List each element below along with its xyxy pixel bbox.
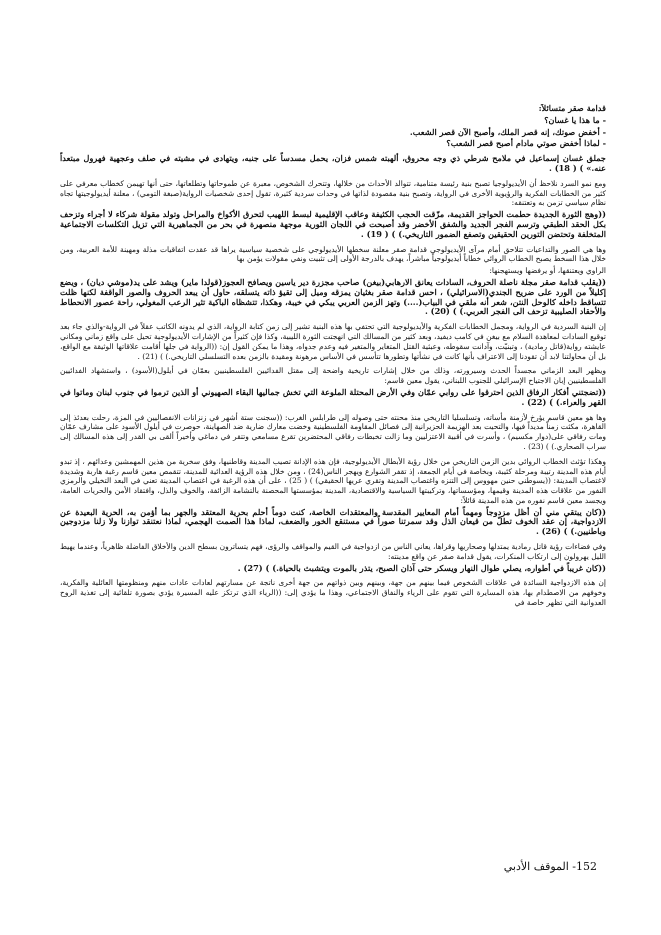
quote-paragraph: - أخفض صوتك، إنه قصر الملك، وأصبح الآن قصر الشعب.: [409, 126, 606, 137]
quote-paragraph: ((يقلب قدامة صقر مجلة ناصلة الحروف، السادات يعانق الارهابي(بيغن) صاحب مجزرة دير ياسين ويصافح العجوز(قولدا ماير) ويشد على يد(موشي ديان) ، ويضع إكليلاً من الورد على ضريح الجندي(الاسرائيلي) ، احس قدامة صقر بغثيان يمزقه وميل إلى تقيؤ ذاته يتسلقه، حاول أن يبعد الحروف والصور الواقفة لكنها ظلت تتساقط داخله كالوحل النتن، شعر أنه ملقي في البياب(....) وتهز الزمن العربي يبكي في خيبة، وهكذا، تتشظاه الباكية تثير الرعب المغولي، راحة عصور الانحطاط والأحقاد الصليبية تزحف الى الفجر العربي.) ) (20) .: [60, 276, 606, 317]
quote-paragraph: ((وهج الثورة الجديدة حطمت الحواجز القديمة، مزّقت الحجب الكثيفة وعاقب الإقليمية لبسط اللهيب لتحرق الأكواخ والمراحل وتولد مقولة شركاء لا أجراء وتزحف بكل الحقد الطبقي وترسم الفجر الجديد والشفق الأخضر وقد أصبحت في اللجان الثورية موجهة منصهرة في بحر من الجماهيرية التي تزيل التكلسات الاجتماعية المتخلفة وتحتضن التورين الحقيقين وتصفع الضمور التاريخي.) ) ( 19) .: [60, 209, 606, 239]
body-paragraph: ويظهر البعد الزماني مجسداً الحدث وسيرورته، وذلك من خلال إشارات تاريخية واضحة إلى مقتل الفدائيين الفلسطينيين بعمّان في أيلول(الأسود) ، واستشهاد الفدائيين الفلسطينيين إبان الاجتياح الإسرائيلي للجنوب اللبناني، يقول معين قاسم:: [60, 366, 606, 386]
quote-paragraph: - لماذا أخفض صوتي مادام أصبح قصر الشعب؟: [446, 138, 606, 149]
body-paragraph: ومع نمو السرد نلاحظ أن الأيديولوجيا تصبح بنية رئيسة متنامية، تتوالد الأحداث من خلالها، وتتحرك الشخوص، معبرة عن طموحاتها وتطلعاتها، حتى أنها تهيمن كخطاب معرفي على كثير من الخطابات الفكرية والرؤيوية الأخرى في الرواية، وتصبح بنية مقصودة لذاتها في وحدات سردية كثيرة، تقول إحدى شخصيات الرواية(صبغة التومي) ، معلنة أيديولوجيتها تجاه نظام سياسي تزمن به وتعتنقه:: [60, 178, 606, 208]
quote-paragraph: ((كان غريباً في أطواره، يصلي طوال النهار ويسكر حتى آذان الصبح، يتذر بالموت ويتشبث بالحياة.) ) (27) .: [237, 562, 606, 573]
body-text: [60, 104, 606, 852]
quote-paragraph: ((تضجتني أفكار الرفاق الذين احترقوا على روابي عمّان وفي الأرض المحتلة الملوعة التي تخش جماليها البقاء الصهيوني أو الذين ترموا في جنوب لبنان وماتوا في القهر والعراء.) ) (22) .: [60, 386, 606, 407]
body-paragraph: وفي فضاءات رؤية قاتل رمادية يمتدلها وصحاريها وقراها، يعاني الناس من ازدواجية في القيم والمواقف والرؤى، فهم يتساترون بسطح الدين والأخلاق الفاضلة ظاهرياً، وعندما يهيط الليل يهرولون إلى ارتكاب المنكرات، يقول قدامة صقر عن واقع مدينته:: [60, 542, 606, 561]
quote-paragraph: ((كان يبتقي مني أن أظل مزدوجاً ومهماً أمام المعايير المقدسة والمعتقدات الخاصة، كنت دوماً أحلم بحرية المعتقد والجهر بما أؤمن به، الحرية البعيدة عن الازدواجية، إن عقد الخوف تطلّ من قيعان الذل وقد سمرتنا صوراً في مستنقع الخور والضعف، لماذا هذا الصمت الهجمي، لماذا نعتنقد توازنا ولا زلنا مزدوجين وباطنيين.) ) (26) .: [60, 506, 606, 537]
quote-paragraph: جملق غسان إسماعيل في ملامح شرطي ذي وجه محروق، ألهبته شمس فزان، يحمل مسدساً على جنبه، ويتهادى في مشيته في صلف وعجهية فهرول مبتعداً عنه.» ) ( 18) .: [60, 153, 606, 173]
page-footer: 152- الموقف الأدبي: [503, 860, 597, 873]
quote-paragraph: قدامة صقر متسائلاً:: [538, 104, 606, 113]
body-paragraph: وهكذا تؤثث الخطاب الروائي بدين الزمن التاريخي من خلال رؤية الأبطال الأيديولوجية، فإن هذه الإدانة تصيب المدينة وقاطنيها، وفق سخرية من هذين المهمشين وعدائهم ، إذ تبدو أيام هذه المدينة رتيبة ومرحلة كئيبة، وبخاصة في أيام الجمعة، إذ تقفر الشوارع ويهجر الناس(24) ، ومن خلال هذه الرؤية العدائية للمدينة، تتقمص معين قاسم رغبة هاربة وشديدة لاغتصاب المدينة: ((يسوطني حنين مهووس إلى التنزه واغتصاب المدينة وتقري عريها الحقيقي) ) ( 25) ، على أن هذه الرغبة في اغتصاب المدينة تعني في البعد التخيلي والرمزي النفور من علاقات هذه المدينة وقيمها، ومؤسساتها، وتركيبتها السياسية والاقتصادية، المدينة بمؤسستها المحصنة بالتشامة الزائفة، والخوف والذل، وافتقاد الأمن والحريات العامة، ويجسد معين قاسم نفوره من هذه المدينة قائلاً:: [60, 456, 606, 505]
body-paragraph: وها هي الصور والتداعيات تتلاحق أمام مرآى الأيديولوجي قدامة صقر معلنة سخطها الأيديولوجي على شخصية سياسية يراها قد عقدت اتفاقيات مذلة ومهينة للأمة العربية، ومن خلال هذا السخط يصبح الخطاب الروائي خطاباً أيديولوجياً مباشراً، يهدف بالدرجة الأولى إلى تثبيت ونفي مقولات يؤمن بها: [60, 244, 606, 264]
quote-paragraph: - ما هذا يا غسان؟: [544, 114, 606, 125]
body-paragraph: وها هو معين قاسم يؤرخ لأزمنة مأساته، وتسلسليا التاريخي منذ محنته حتى وصوله إلى طرابلس الغرب: ((سجنت ستة أشهر في زنزانات الانفصاليين في المزة، رحلت بعدئذ إلى القاهرة، مكثت زمناً مديداً فيها، والتحيت بعد الهزيمة الحزيرانية إلى فصائل المقاومة الفلسطينية وخضت معارك ضارية ضد الصهاينة، حوصرت في أيلول الأسود على مشارف عمّان ومات رفاقي على(دوار مكسيم) ، وأسرت في أقبية الاعتزليين وما زالت تخبطات رفاقي المحتضرين تقرع مسامعي وتتقر في دماغي وأخيراً ألقى بي القدر إلى هذه المسالك إلى سراب الصحاري.) ) (23) .: [60, 412, 606, 451]
body-paragraph: إن البنية السردية في الرواية، ومجمل الخطابات الفكرية والأيديولوجية التي تحتفي بها هذه البنية تشير إلى زمن كتابة الرواية، الذي لم يدونه الكاتب عقلاً في الرواية-والذي جاء بعد توقيع السادات لمعاهدة السلام مع بيغن في كامب ديفيد، وبعد كثير من المسالك التي انهجتت الثورة الليبية، وكذا فإن كثيراً من الإشارات الأيديولوجية تحيل على واقع زماني ومكاني عايشته رواية(قاتل رمادية) ، وتبنيّت، وآدانت سقوطه، وعبثية القتل المتغاير والمتغير فيه وعدم جدواه، وهذا ما يمكن القول إن: ((الرواية في جلها أقامت علاقاتها الوثيقة مع الواقع، بل أن محاولتنا لابد أن تقودنا إلى الاعتراف بأنها كانت في نشأتها وتطورها تتأسس في الأساس مرهونة ومقيدة بالزمن بعده التسلسلي التاريخي.) ) (21) .: [60, 322, 606, 361]
body-paragraph: إن هذه الازدواجية السائدة في علاقات الشخوص فيما بينهم من جهة، وبينهم وبين ذواتهم من جهة أخرى ناتجة عن مسارتهم لعادات عادات منهم ومنظومتها العائلية والفكرية، وخوفهم من الاصطدام بها، هذه المسايرة التي تقوم على الرياء والنفاق الاجتماعي، وهذا ما يؤدي إلى: ((الرياء الذي ترتكز عليه المسيرة يؤدي بصورة تلقائية إلى تغذية الروح العدوانية التي تظهر خاصة في: [60, 578, 606, 608]
body-paragraph: الراوي ويعتنقها، أو يرفضها ويستهجنها:: [489, 266, 606, 276]
